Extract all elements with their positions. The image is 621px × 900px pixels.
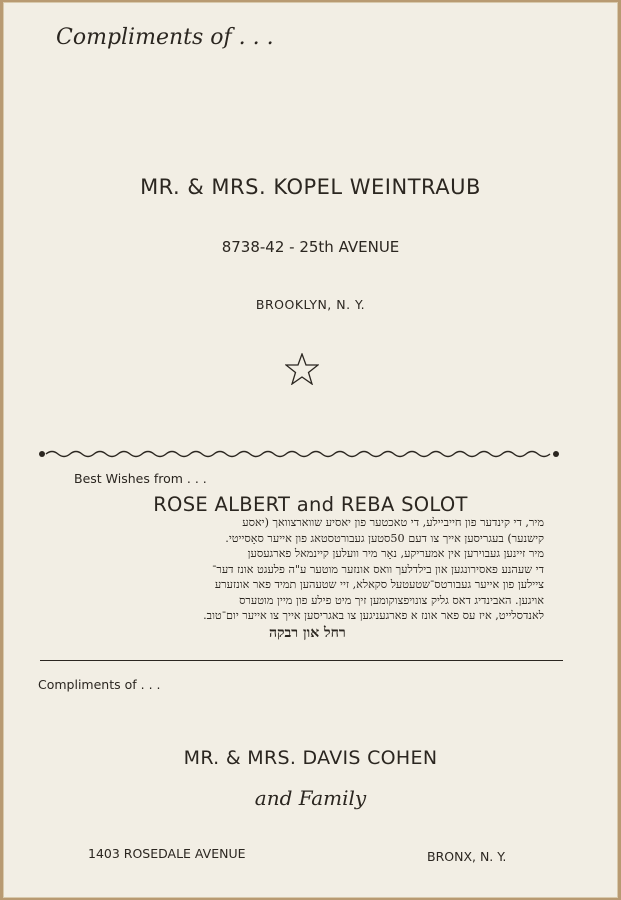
ad2-greeting: Best Wishes from . . .	[74, 471, 207, 486]
section-divider	[40, 660, 563, 661]
yiddish-line: אויגען. האבינדיג דאס גליק צונויפצוקומען זיך מיט פילע פון מיין מוטערס	[239, 593, 544, 607]
ad1-city: BROOKLYN, N. Y.	[255, 297, 366, 312]
ad3-family: and Family	[254, 786, 367, 810]
yiddish-line: די שעהנע פאסירונגען און בילדלעך וואס אונזער מוטער ע"ה פלעגט אונז דער־	[212, 562, 544, 576]
yiddish-line: מיר זיינען געבוירען אין אמעריקע, נאָר מיר וועלען קיינמאל פארגעסען	[247, 547, 544, 560]
ad1-street: 8738-42 - 25th AVENUE	[221, 238, 400, 256]
ad3-street: 1403 ROSEDALE AVENUE	[88, 846, 246, 861]
ad3-names: MR. & MRS. DAVIS COHEN	[183, 747, 438, 769]
yiddish-line: קישנער) בעגריסען אייך צו דעם 50סטען געבורטסטאג פון אייער סאָסייטי.	[225, 531, 544, 545]
yiddish-line: לאנדסלייט, איז עס פאר אונז א פארגעניגען צו באגריסען אייך צו אייער יום־טוב.	[203, 609, 544, 622]
ad1-names: MR. & MRS. KOPEL WEINTRAUB	[140, 175, 481, 199]
program-page	[3, 2, 618, 898]
yiddish-line: מיר, די קינדער פון חייביילע, די טאכטער פון יאסיע שווארצוואך (יאסע	[242, 516, 544, 529]
ad3-city: BRONX, N. Y.	[427, 849, 507, 864]
ad3-compliments: Compliments of . . .	[38, 677, 161, 692]
ad2-yiddish-text	[70, 515, 544, 624]
ornamental-divider	[38, 445, 560, 464]
star-icon	[285, 353, 319, 389]
ad2-signature: רחל און רבקה	[269, 625, 346, 641]
yiddish-line: ציילען פון אייער געבורטס־שטעטעל סקאלא, זיי שטעהען תמיד פאר אונזערע	[214, 578, 544, 591]
ad2-names: ROSE ALBERT and REBA SOLOT	[153, 493, 468, 516]
ad1-compliments: Compliments of . . .	[56, 25, 274, 50]
